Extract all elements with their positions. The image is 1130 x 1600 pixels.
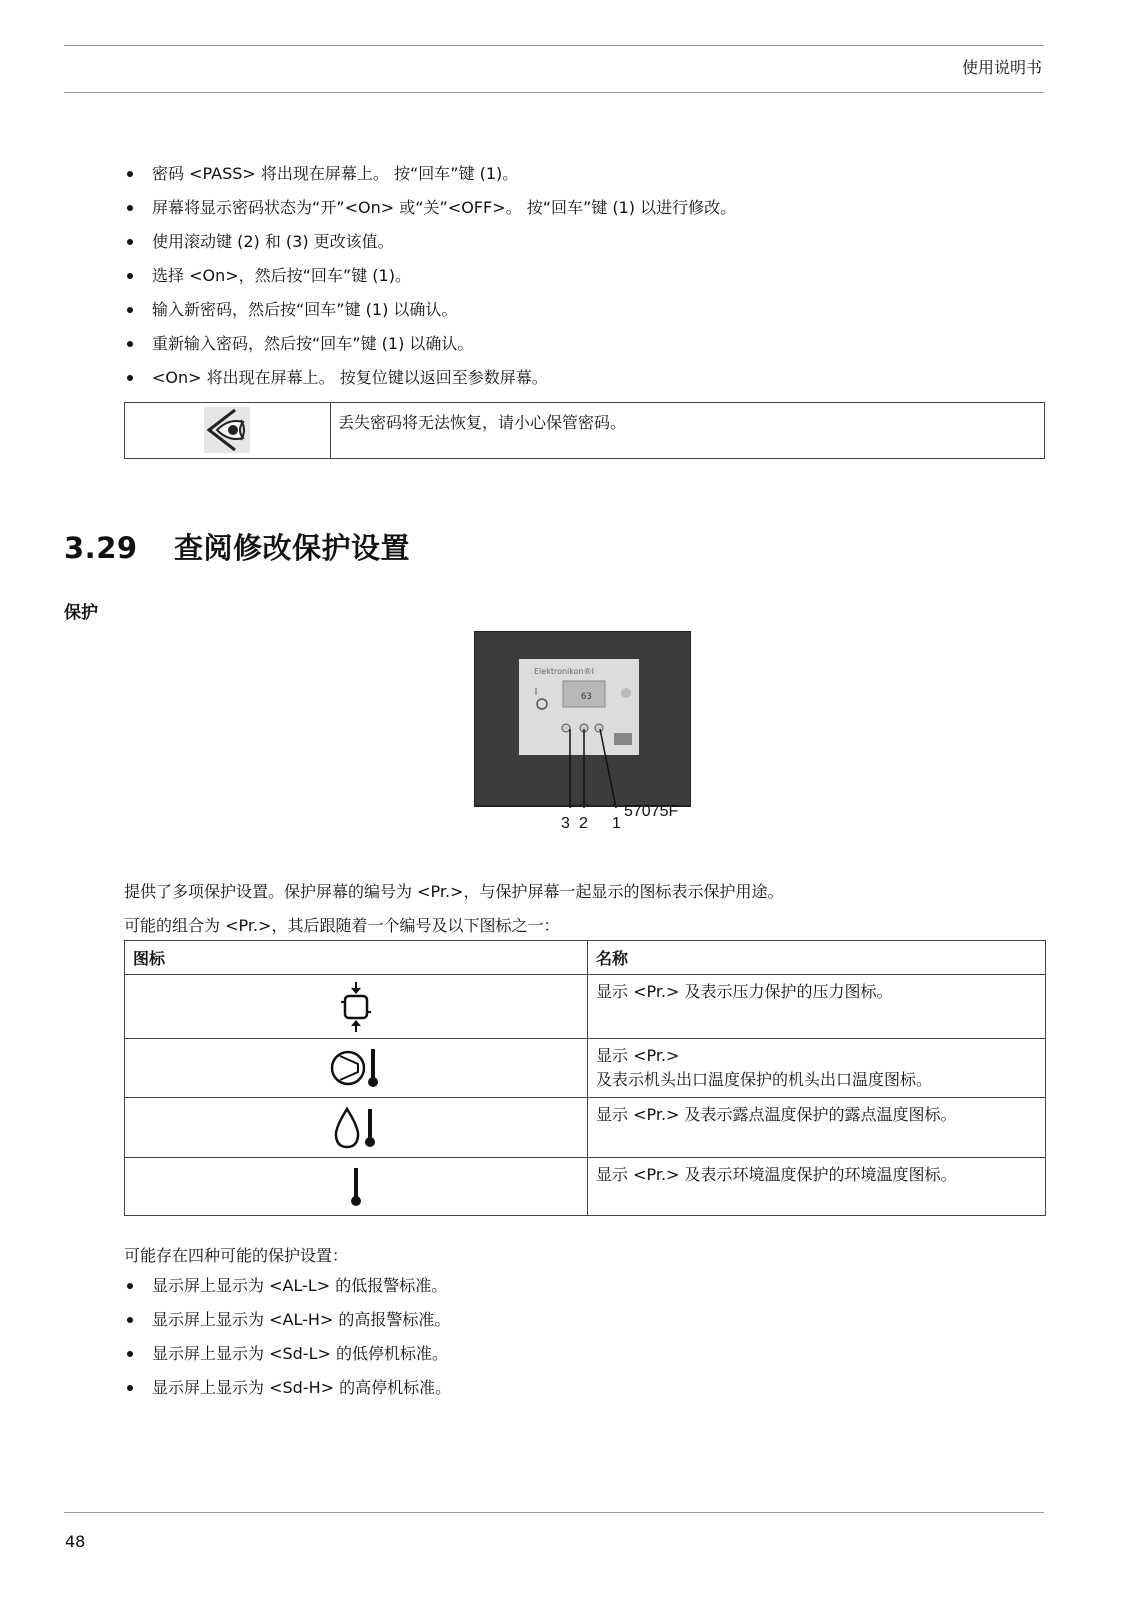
page-number: 48 bbox=[65, 1532, 86, 1551]
column-header-name: 名称 bbox=[588, 941, 1046, 975]
description-line: 显示 <Pr.> bbox=[596, 1046, 680, 1065]
icon-cell bbox=[125, 1158, 588, 1216]
header-top-rule bbox=[64, 45, 1044, 46]
section-number: 3.29 bbox=[64, 531, 138, 565]
icon-cell bbox=[125, 1039, 588, 1098]
list-item: 显示屏上显示为 <AL-L> 的低报警标准。 bbox=[124, 1269, 1024, 1303]
callout-label-1: 1 bbox=[612, 815, 621, 832]
footer-rule bbox=[64, 1512, 1044, 1513]
table-row bbox=[125, 975, 1046, 1039]
list-item: 屏幕将显示密码状态为“开”<On> 或“关”<OFF>。 按“回车”键 (1) 以进行修改。 bbox=[124, 191, 1024, 225]
callout-label-2: 2 bbox=[579, 815, 588, 832]
description-cell bbox=[588, 975, 1046, 1039]
description-line: 显示 <Pr.> 及表示环境温度保护的环境温度图标。 bbox=[596, 1165, 957, 1184]
note-icon-cell bbox=[125, 403, 331, 458]
protection-settings-list bbox=[124, 1269, 1024, 1405]
section-heading bbox=[64, 526, 410, 567]
list-item: 使用滚动键 (2) 和 (3) 更改该值。 bbox=[124, 225, 1024, 259]
eye-caution-icon bbox=[203, 406, 251, 454]
list-item: 显示屏上显示为 <AL-H> 的高报警标准。 bbox=[124, 1303, 1024, 1337]
description-cell bbox=[588, 1039, 1046, 1098]
table-header-row bbox=[125, 941, 1046, 975]
list-item: 选择 <On>，然后按“回车”键 (1)。 bbox=[124, 259, 1024, 293]
list-item: 输入新密码，然后按“回车”键 (1) 以确认。 bbox=[124, 293, 1024, 327]
section-title: 查阅修改保护设置 bbox=[174, 531, 411, 565]
description-line: 显示 <Pr.> 及表示露点温度保护的露点温度图标。 bbox=[596, 1105, 957, 1124]
enter-key-icon bbox=[595, 724, 603, 732]
panel-brand-label: Elektronikon®I bbox=[534, 667, 594, 676]
protection-icons-table bbox=[124, 940, 1046, 1216]
list-item: <On> 将出现在屏幕上。 按复位键以返回至参数屏幕。 bbox=[124, 361, 1024, 395]
table-row bbox=[125, 1158, 1046, 1216]
panel-display-value: 63 bbox=[581, 692, 592, 702]
ambient-temperature-icon bbox=[349, 1165, 363, 1209]
pressure-icon bbox=[339, 980, 373, 1034]
list-item: 重新输入密码，然后按“回车”键 (1) 以确认。 bbox=[124, 327, 1024, 361]
scroll-key-up-icon bbox=[562, 724, 570, 732]
document-title: 使用说明书 bbox=[961, 58, 1042, 77]
list-item: 显示屏上显示为 <Sd-L> 的低停机标准。 bbox=[124, 1337, 1024, 1371]
subheading: 保护 bbox=[64, 603, 98, 623]
description-line: 显示 <Pr.> 及表示压力保护的压力图标。 bbox=[596, 982, 893, 1001]
description-cell bbox=[588, 1158, 1046, 1216]
controller-photo bbox=[474, 631, 691, 834]
settings-intro: 可能存在四种可能的保护设置： bbox=[124, 1246, 349, 1265]
callout-label-3: 3 bbox=[561, 815, 570, 832]
list-item: 密码 <PASS> 将出现在屏幕上。 按“回车”键 (1)。 bbox=[124, 157, 1024, 191]
combination-paragraph: 可能的组合为 <Pr.>，其后跟随着一个编号及以下图标之一： bbox=[124, 916, 560, 935]
table-row bbox=[125, 1098, 1046, 1158]
column-header-icon: 图标 bbox=[125, 941, 588, 975]
dew-point-temperature-icon bbox=[333, 1106, 379, 1150]
header-bottom-rule bbox=[64, 92, 1044, 93]
brand-logo-icon bbox=[614, 733, 632, 745]
indicator-led-icon bbox=[621, 688, 631, 698]
caution-note bbox=[124, 402, 1045, 459]
icon-cell bbox=[125, 1098, 588, 1158]
protection-intro-paragraph: 提供了多项保护设置。保护屏幕的编号为 <Pr.>，与保护屏幕一起显示的图标表示保护用途。 bbox=[124, 882, 784, 901]
note-text: 丢失密码将无法恢复，请小心保管密码。 bbox=[338, 413, 627, 432]
list-item: 显示屏上显示为 <Sd-H> 的高停机标准。 bbox=[124, 1371, 1024, 1405]
description-cell bbox=[588, 1098, 1046, 1158]
table-row bbox=[125, 1039, 1046, 1098]
figure-code: 57075F bbox=[624, 803, 679, 820]
password-steps-list bbox=[124, 157, 1024, 395]
icon-cell bbox=[125, 975, 588, 1039]
description-line: 及表示机头出口温度保护的机头出口温度图标。 bbox=[596, 1070, 933, 1089]
element-outlet-temperature-icon bbox=[330, 1046, 382, 1090]
